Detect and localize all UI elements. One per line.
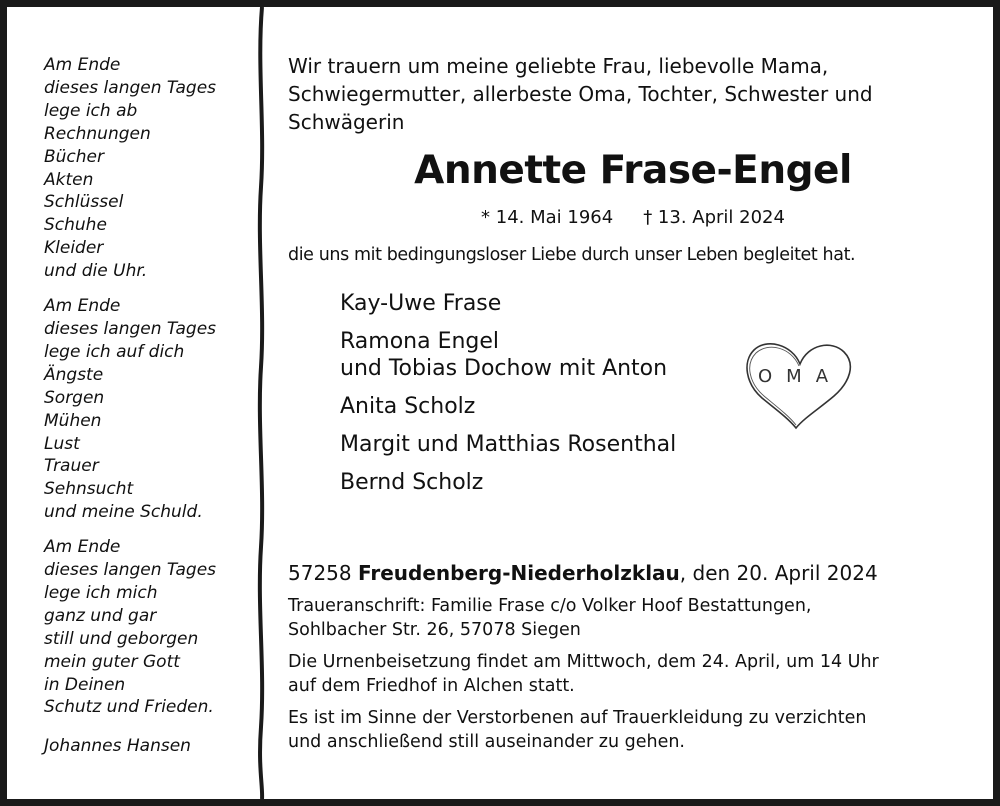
- postal-code: 57258: [288, 561, 352, 585]
- poem-line: Sorgen: [44, 387, 105, 408]
- poem-line: lege ich mich: [44, 582, 158, 603]
- mourner: [340, 328, 993, 382]
- wavy-divider-line: [253, 7, 269, 799]
- burial-line: auf dem Friedhof in Alchen statt.: [288, 676, 575, 696]
- poem-line: dieses langen Tages: [44, 77, 217, 98]
- heart-oma-text: OMA: [758, 366, 843, 387]
- intro-line: Schwägerin: [288, 110, 405, 134]
- tagline: die uns mit bedingungsloser Liebe durch unser Leben begleitet hat.: [288, 245, 856, 265]
- intro-text: [288, 52, 993, 136]
- poem-line: Bücher: [44, 146, 105, 167]
- poem-line: in Deinen: [44, 674, 126, 695]
- birth-date: * 14. Mai 1964: [481, 207, 614, 228]
- notice-main: [288, 52, 993, 752]
- address-line: Sohlbacher Str. 26, 57078 Siegen: [288, 620, 581, 640]
- mourner-name: Bernd Scholz: [340, 470, 484, 495]
- mourner: [340, 290, 993, 317]
- mourner-name: Kay-Uwe Frase: [340, 291, 502, 316]
- wish-info: [288, 706, 993, 754]
- place-name: Freudenberg-Niederholzklau: [357, 561, 680, 585]
- mourners-list: [340, 290, 993, 496]
- address-line: Traueranschrift: Familie Frase c/o Volker Hoof Bestattungen,: [288, 596, 812, 616]
- poem-stanza-3: [44, 536, 249, 719]
- closing-section: [288, 561, 993, 762]
- poem-line: Am Ende: [44, 296, 121, 317]
- poem-line: lege ich auf dich: [44, 341, 185, 362]
- mourner-name: Ramona Engel: [340, 329, 500, 354]
- poem-line: Ängste: [44, 364, 104, 385]
- poem-line: dieses langen Tages: [44, 318, 217, 339]
- date-line: , den 20. April 2024: [679, 561, 878, 585]
- poem-line: Schlüssel: [44, 192, 124, 213]
- place-date-line: [288, 561, 993, 585]
- poem-line: und die Uhr.: [44, 261, 148, 282]
- poem-line: mein guter Gott: [44, 651, 180, 672]
- intro-line: Wir trauern um meine geliebte Frau, liebevolle Mama,: [288, 54, 829, 78]
- poem-line: Akten: [44, 169, 94, 190]
- heart-drawing-icon: [736, 332, 864, 432]
- poem-line: und meine Schuld.: [44, 502, 203, 523]
- poem-line: Am Ende: [44, 537, 121, 558]
- poem-stanza-2: [44, 295, 249, 524]
- mourner-name: Margit und Matthias Rosenthal: [340, 432, 677, 457]
- poem-line: Lust: [44, 433, 80, 454]
- poem-stanza-1: [44, 54, 249, 283]
- poem-author: Johannes Hansen: [44, 736, 191, 757]
- poem-line: Schutz und Frieden.: [44, 697, 214, 718]
- poem-line: lege ich ab: [44, 100, 138, 121]
- poem: [44, 54, 249, 758]
- mourning-address: [288, 594, 993, 642]
- poem-line: Trauer: [44, 456, 99, 477]
- poem-line: Mühen: [44, 410, 102, 431]
- poem-line: ganz und gar: [44, 605, 157, 626]
- mourner: [340, 431, 993, 458]
- poem-line: Am Ende: [44, 55, 121, 75]
- wish-line: und anschließend still auseinander zu gehen.: [288, 732, 685, 752]
- poem-line: still und geborgen: [44, 628, 199, 649]
- mourner: [340, 393, 993, 420]
- life-dates: [288, 207, 978, 228]
- burial-info: [288, 650, 993, 698]
- deceased-name: Annette Frase-Engel: [414, 148, 852, 193]
- mourner-name: und Tobias Dochow mit Anton: [340, 356, 668, 381]
- intro-line: Schwiegermutter, allerbeste Oma, Tochter, Schwester und: [288, 82, 873, 106]
- poem-line: dieses langen Tages: [44, 560, 217, 581]
- poem-line: Schuhe: [44, 215, 107, 236]
- wish-line: Es ist im Sinne der Verstorbenen auf Trauerkleidung zu verzichten: [288, 708, 867, 728]
- mourner-name: Anita Scholz: [340, 394, 476, 419]
- poem-line: Kleider: [44, 238, 104, 259]
- mourner: [340, 469, 993, 496]
- burial-line: Die Urnenbeisetzung findet am Mittwoch, dem 24. April, um 14 Uhr: [288, 652, 879, 672]
- poem-line: Rechnungen: [44, 123, 151, 144]
- poem-line: Sehnsucht: [44, 479, 134, 500]
- death-date: † 13. April 2024: [643, 207, 785, 228]
